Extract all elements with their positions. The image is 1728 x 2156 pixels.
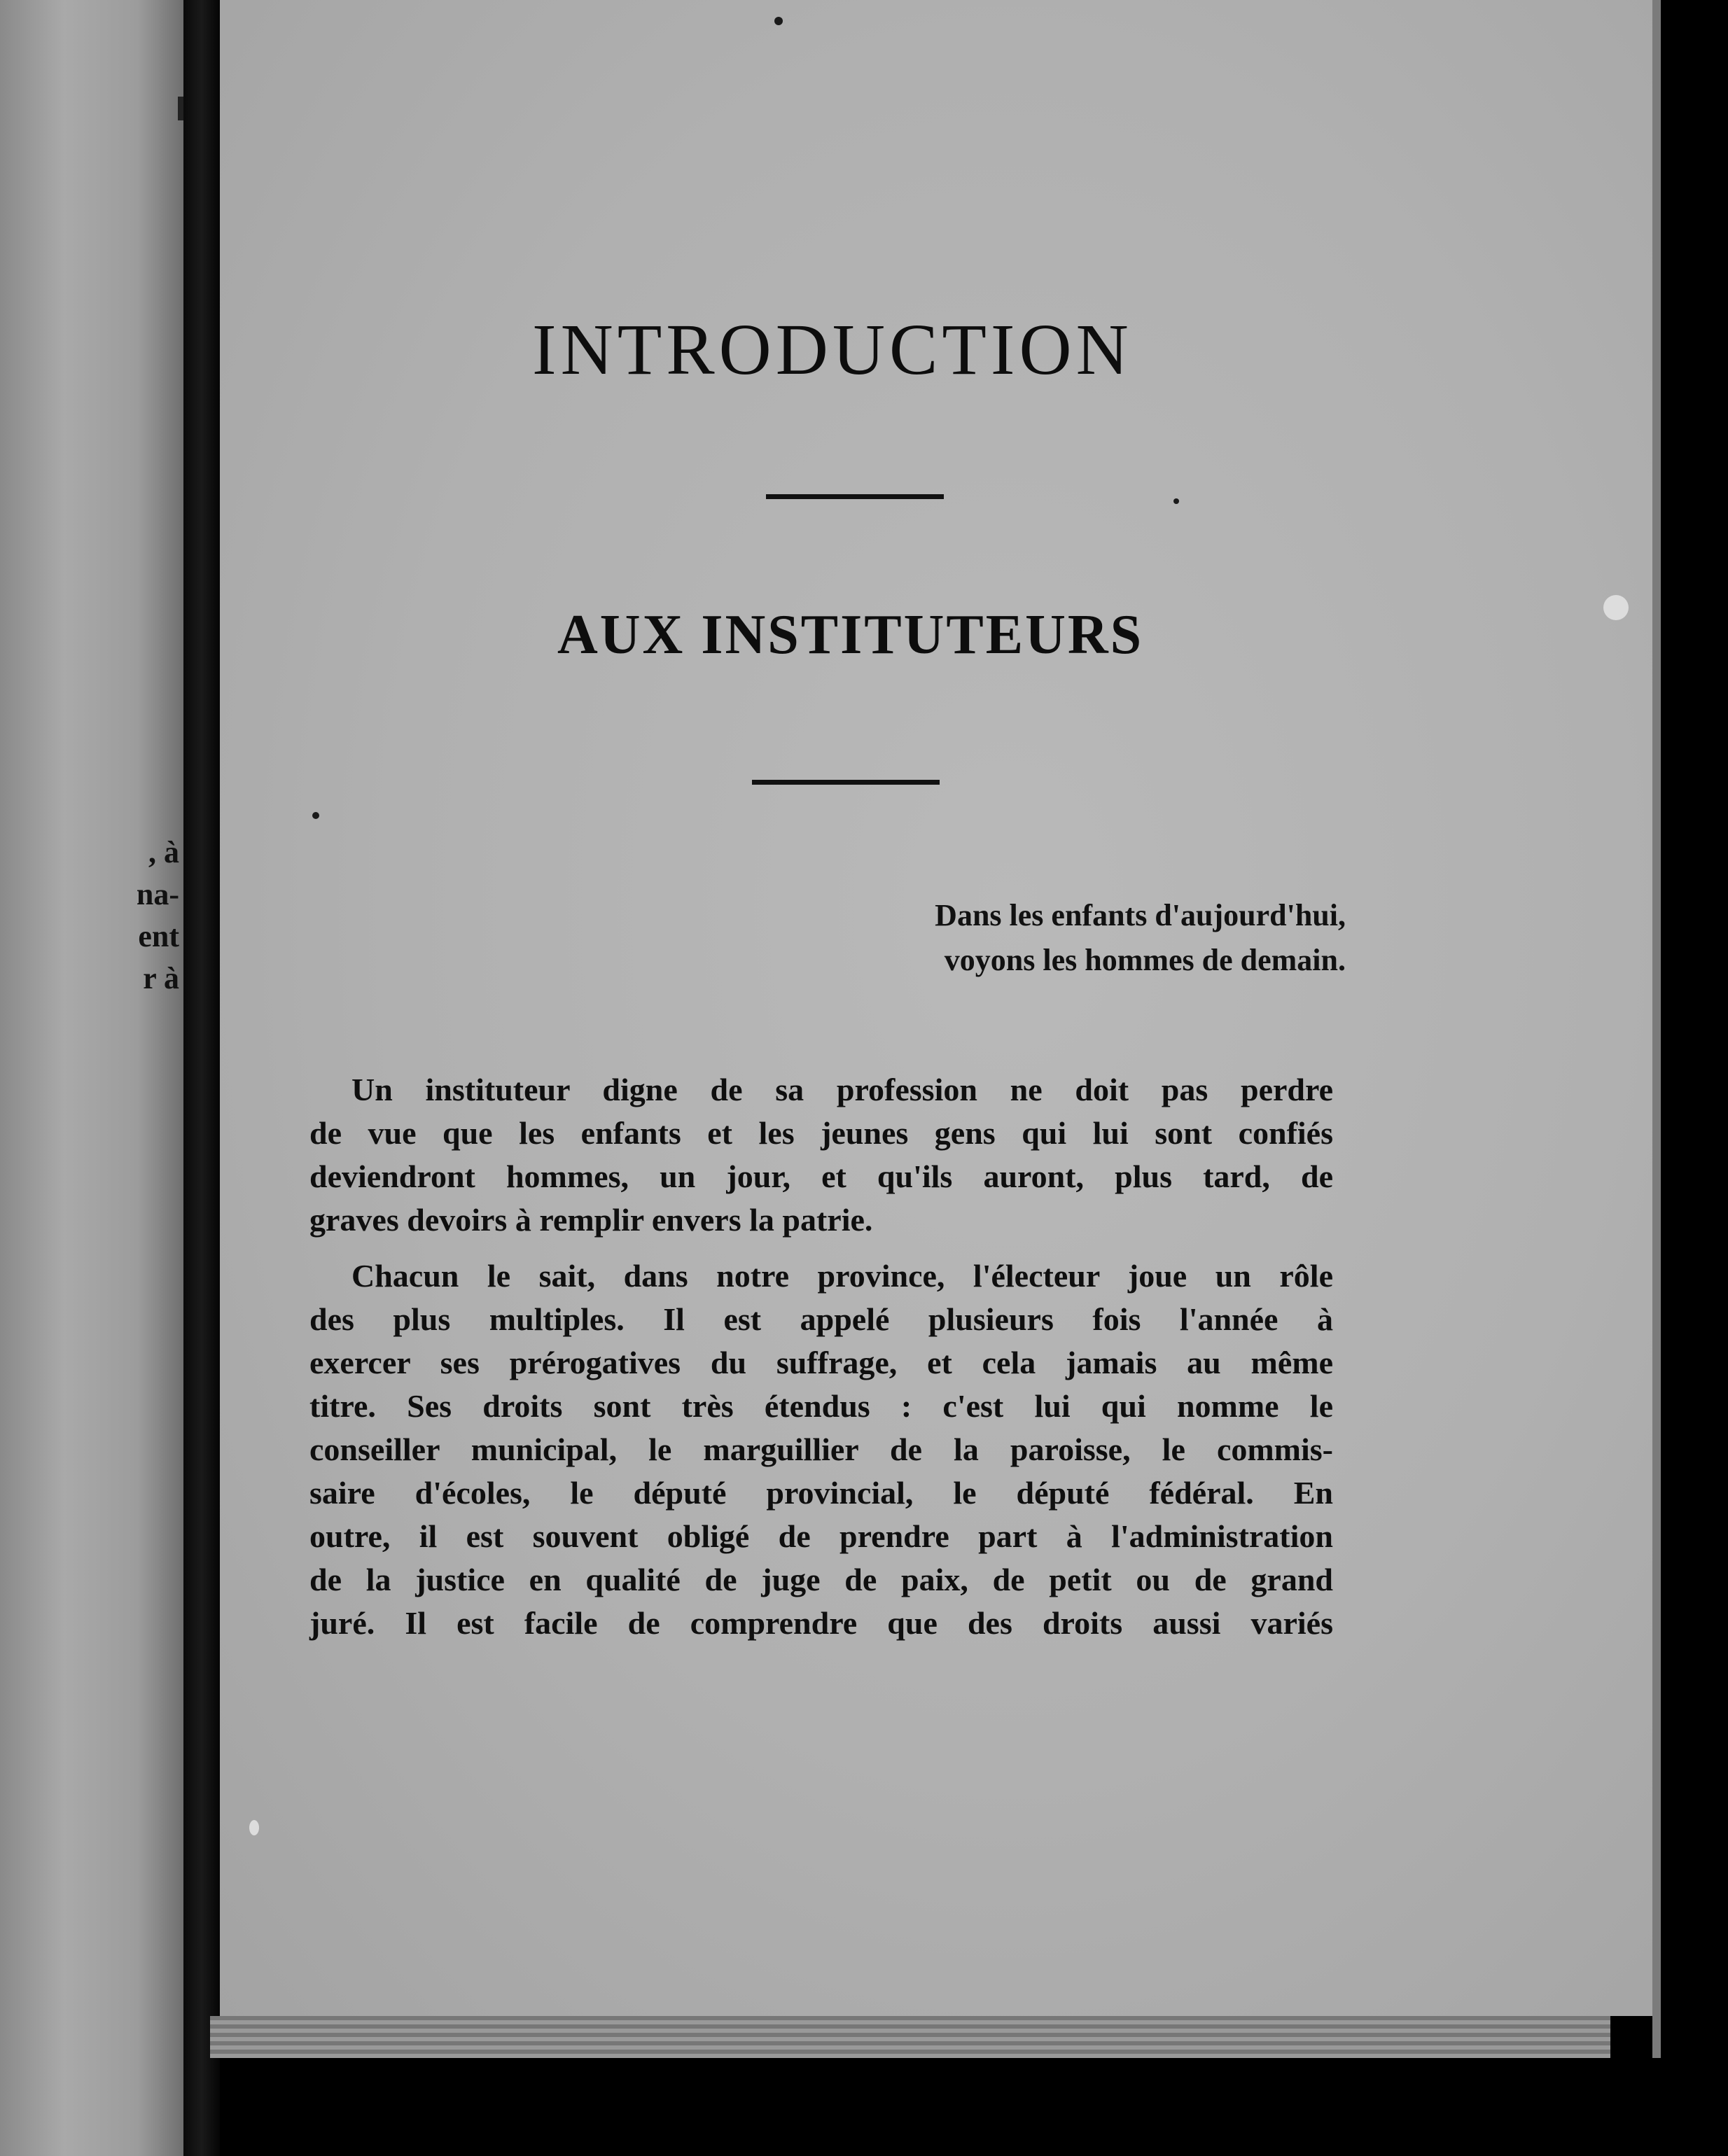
paragraph-2-line: de la justice en qualité de juge de paix, de petit ou de grand (309, 1562, 1333, 1597)
paper-speck (312, 812, 319, 819)
epigraph-line: Dans les enfants d'aujourd'hui, (935, 898, 1346, 932)
paragraph-1-line: de vue que les enfants et les jeunes gens qui lui sont confiés (309, 1115, 1333, 1151)
paragraph-2-line: des plus multiples. Il est appelé plusieurs fois l'année à (309, 1301, 1333, 1337)
epigraph-line: voyons les hommes de demain. (944, 943, 1346, 977)
book-gutter (183, 0, 220, 2156)
paragraph-2-line: outre, il est souvent obligé de prendre part à l'administration (309, 1518, 1333, 1554)
paragraph-2-line: exercer ses prérogatives du suffrage, et cela jamais au même (309, 1345, 1333, 1380)
paragraph-2-line: titre. Ses droits sont très étendus : c'est lui qui nomme le (309, 1388, 1333, 1424)
left-fragment-line: na- (136, 877, 179, 911)
left-page (0, 0, 183, 2156)
page-edge (1652, 0, 1661, 2058)
title-divider (766, 494, 944, 499)
subtitle-divider (752, 780, 940, 785)
page-title: INTRODUCTION (532, 309, 1133, 390)
paragraph-2-line: conseiller municipal, le marguillier de la paroisse, le commis- (309, 1432, 1333, 1467)
section-subtitle: AUX INSTITUTEURS (557, 604, 1144, 666)
paragraph-1-line: deviendront hommes, un jour, et qu'ils auront, plus tard, de (309, 1158, 1333, 1194)
right-page (220, 0, 1652, 2016)
paper-speck (249, 1820, 259, 1835)
paragraph-2-line: juré. Il est facile de comprendre que des droits aussi variés (309, 1605, 1333, 1641)
left-fragment-line: r à (143, 961, 179, 995)
epigraph (935, 893, 1346, 983)
left-page-text-fragment (137, 832, 179, 1000)
paper-speck (774, 17, 783, 25)
paragraph-2-line: Chacun le sait, dans notre province, l'électeur joue un rôle (351, 1258, 1333, 1294)
left-fragment-line: , à (148, 835, 179, 869)
paragraph-2-line: saire d'écoles, le député provincial, le député fédéral. En (309, 1475, 1333, 1511)
page-stack-edge (210, 2016, 1610, 2058)
left-fragment-line: ent (138, 919, 179, 953)
paragraph-1-line: Un instituteur digne de sa profession ne doit pas perdre (351, 1072, 1333, 1107)
paragraph-1-line: graves devoirs à remplir envers la patrie. (309, 1202, 873, 1238)
paper-speck (1603, 595, 1629, 620)
paper-speck (1173, 498, 1179, 504)
body-text (309, 1068, 1333, 1645)
